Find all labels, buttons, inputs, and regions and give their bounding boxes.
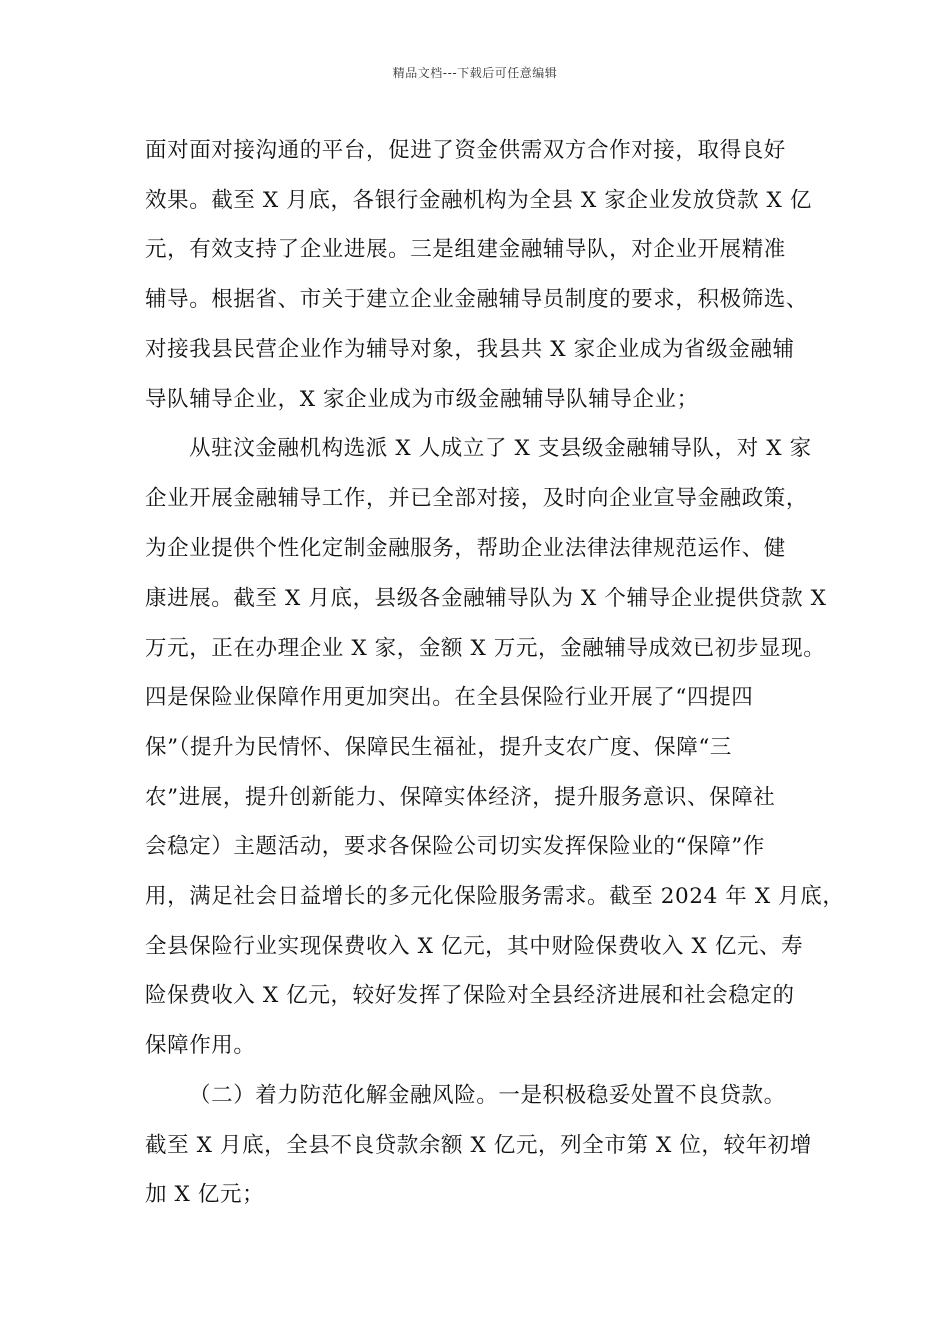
paragraph-line: 为企业提供个性化定制金融服务，帮助企业法律法律规范运作、健 (145, 536, 786, 561)
page-header: 精品文档---下载后可任意编辑 (392, 66, 558, 80)
paragraph-line: 用，满足社会日益增长的多元化保险服务需求。截至 2024 年 X 月底， (145, 884, 845, 909)
paragraph-line: 农”进展，提升创新能力、保障实体经济，提升服务意识、保障社 (145, 785, 776, 810)
paragraph-line: 加 X 亿元； (145, 1182, 265, 1207)
paragraph-line: 元，有效支持了企业进展。三是组建金融辅导队，对企业开展精准 (145, 237, 786, 262)
paragraph-line: 全县保险行业实现保费收入 X 亿元，其中财险保费收入 X 亿元、寿 (145, 934, 804, 959)
paragraph-line: 辅导。根据省、市关于建立企业金融辅导员制度的要求，积极筛选、 (145, 287, 809, 312)
paragraph-line: 企业开展金融辅导工作，并已全部对接，及时向企业宣导金融政策， (145, 486, 809, 511)
paragraph-line: 截至 X 月底，全县不良贷款余额 X 亿元，列全市第 X 位，较年初增 (145, 1133, 812, 1158)
paragraph-line: 万元，正在办理企业 X 家，金额 X 万元，金融辅导成效已初步显现。 (145, 636, 826, 661)
paragraph-line: 效果。截至 X 月底，各银行金融机构为全县 X 家企业发放贷款 X 亿 (145, 188, 812, 213)
paragraph-line: 面对面对接沟通的平台，促进了资金供需双方合作对接，取得良好 (145, 138, 786, 163)
paragraph-line: 对接我县民营企业作为辅导对象，我县共 X 家企业成为省级金融辅 (145, 337, 795, 362)
paragraph-line: 四是保险业保障作用更加突出。在全县保险行业开展了“四提四 (145, 685, 754, 710)
paragraph-line: 导队辅导企业，X 家企业成为市级金融辅导队辅导企业； (145, 387, 699, 412)
paragraph-line: 康进展。截至 X 月底，县级各金融辅导队为 X 个辅导企业提供贷款 X (145, 586, 827, 611)
paragraph-line: 会稳定）主题活动，要求各保险公司切实发挥保险业的“保障”作 (145, 834, 765, 859)
paragraph-line: 保”（提升为民情怀、保障民生福祉，提升支农广度、保障“三 (145, 735, 733, 760)
paragraph-line: 保障作用。 (145, 1033, 256, 1058)
paragraph-line: 从驻汶金融机构选派 X 人成立了 X 支县级金融辅导队，对 X 家 (189, 436, 812, 461)
paragraph-line: 险保费收入 X 亿元，较好发挥了保险对全县经济进展和社会稳定的 (145, 983, 795, 1008)
section-heading-line: （二）着力防范化解金融风险。一是积极稳妥处置不良贷款。 (189, 1083, 786, 1108)
